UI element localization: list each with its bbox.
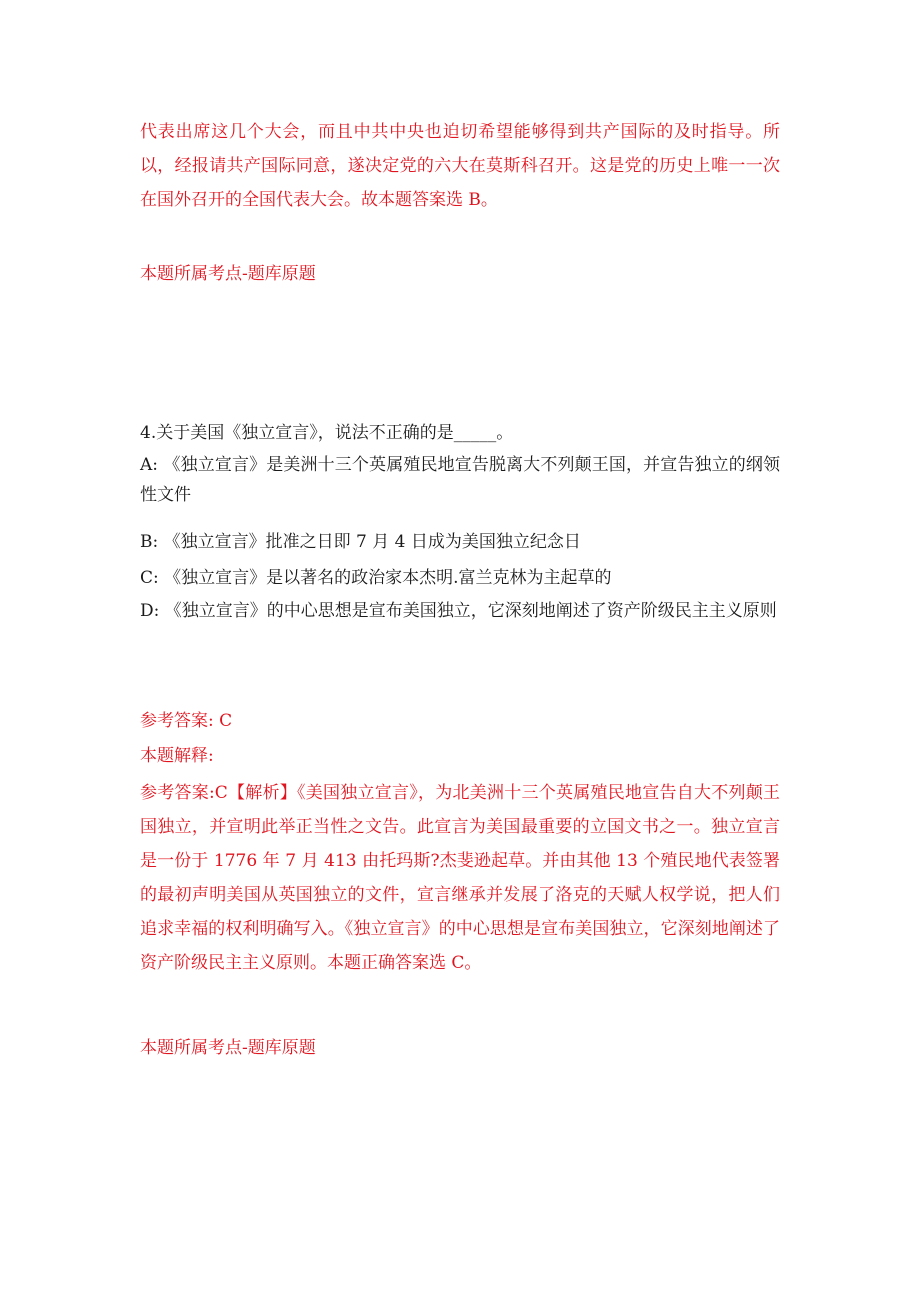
previous-source-note: 本题所属考点-题库原题: [140, 264, 316, 284]
option-d: D: 《独立宣言》的中心思想是宣布美国独立，它深刻地阐述了资产阶级民主主义原则: [140, 601, 777, 621]
explanation-label: 本题解释:: [140, 746, 214, 766]
option-b: B: 《独立宣言》批准之日即 7 月 4 日成为美国独立纪念日: [140, 532, 581, 552]
source-note: 本题所属考点-题库原题: [140, 1038, 316, 1058]
option-c: C: 《独立宣言》是以著名的政治家本杰明.富兰克林为主起草的: [140, 568, 612, 588]
option-a: A: 《独立宣言》是美洲十三个英属殖民地宣告脱离大不列颠王国，并宣告独立的纲领性文件: [140, 455, 780, 505]
answer-label: 参考答案: C: [140, 711, 233, 731]
answer-explanation: 参考答案:C【解析】《美国独立宣言》，为北美洲十三个英属殖民地宣告自大不列颠王国独立，并宣明此举正当性之文告。此宣言为美国最重要的立国文书之一。独立宣言是一份于 1776 年 7 月 413 由托玛斯?杰斐逊起草。并由其他 13 个殖民地代表签署的最初声明美国从英国独立的文件，宣言继承并发展了洛克的天赋人权学说，把人们追求幸福的权利明确写入。《独立宣言》的中心思想是宣布美国独立，它深刻地阐述了资产阶级民主主义原则。本题正确答案选 C。: [140, 783, 780, 973]
previous-explanation: 代表出席这几个大会，而且中共中央也迫切希望能够得到共产国际的及时指导。所以，经报请共产国际同意，遂决定党的六大在莫斯科召开。这是党的历史上唯一一次在国外召开的全国代表大会。故本题答案选 B。: [140, 122, 780, 210]
question-stem: 4.关于美国《独立宣言》，说法不正确的是_____。: [140, 423, 514, 443]
